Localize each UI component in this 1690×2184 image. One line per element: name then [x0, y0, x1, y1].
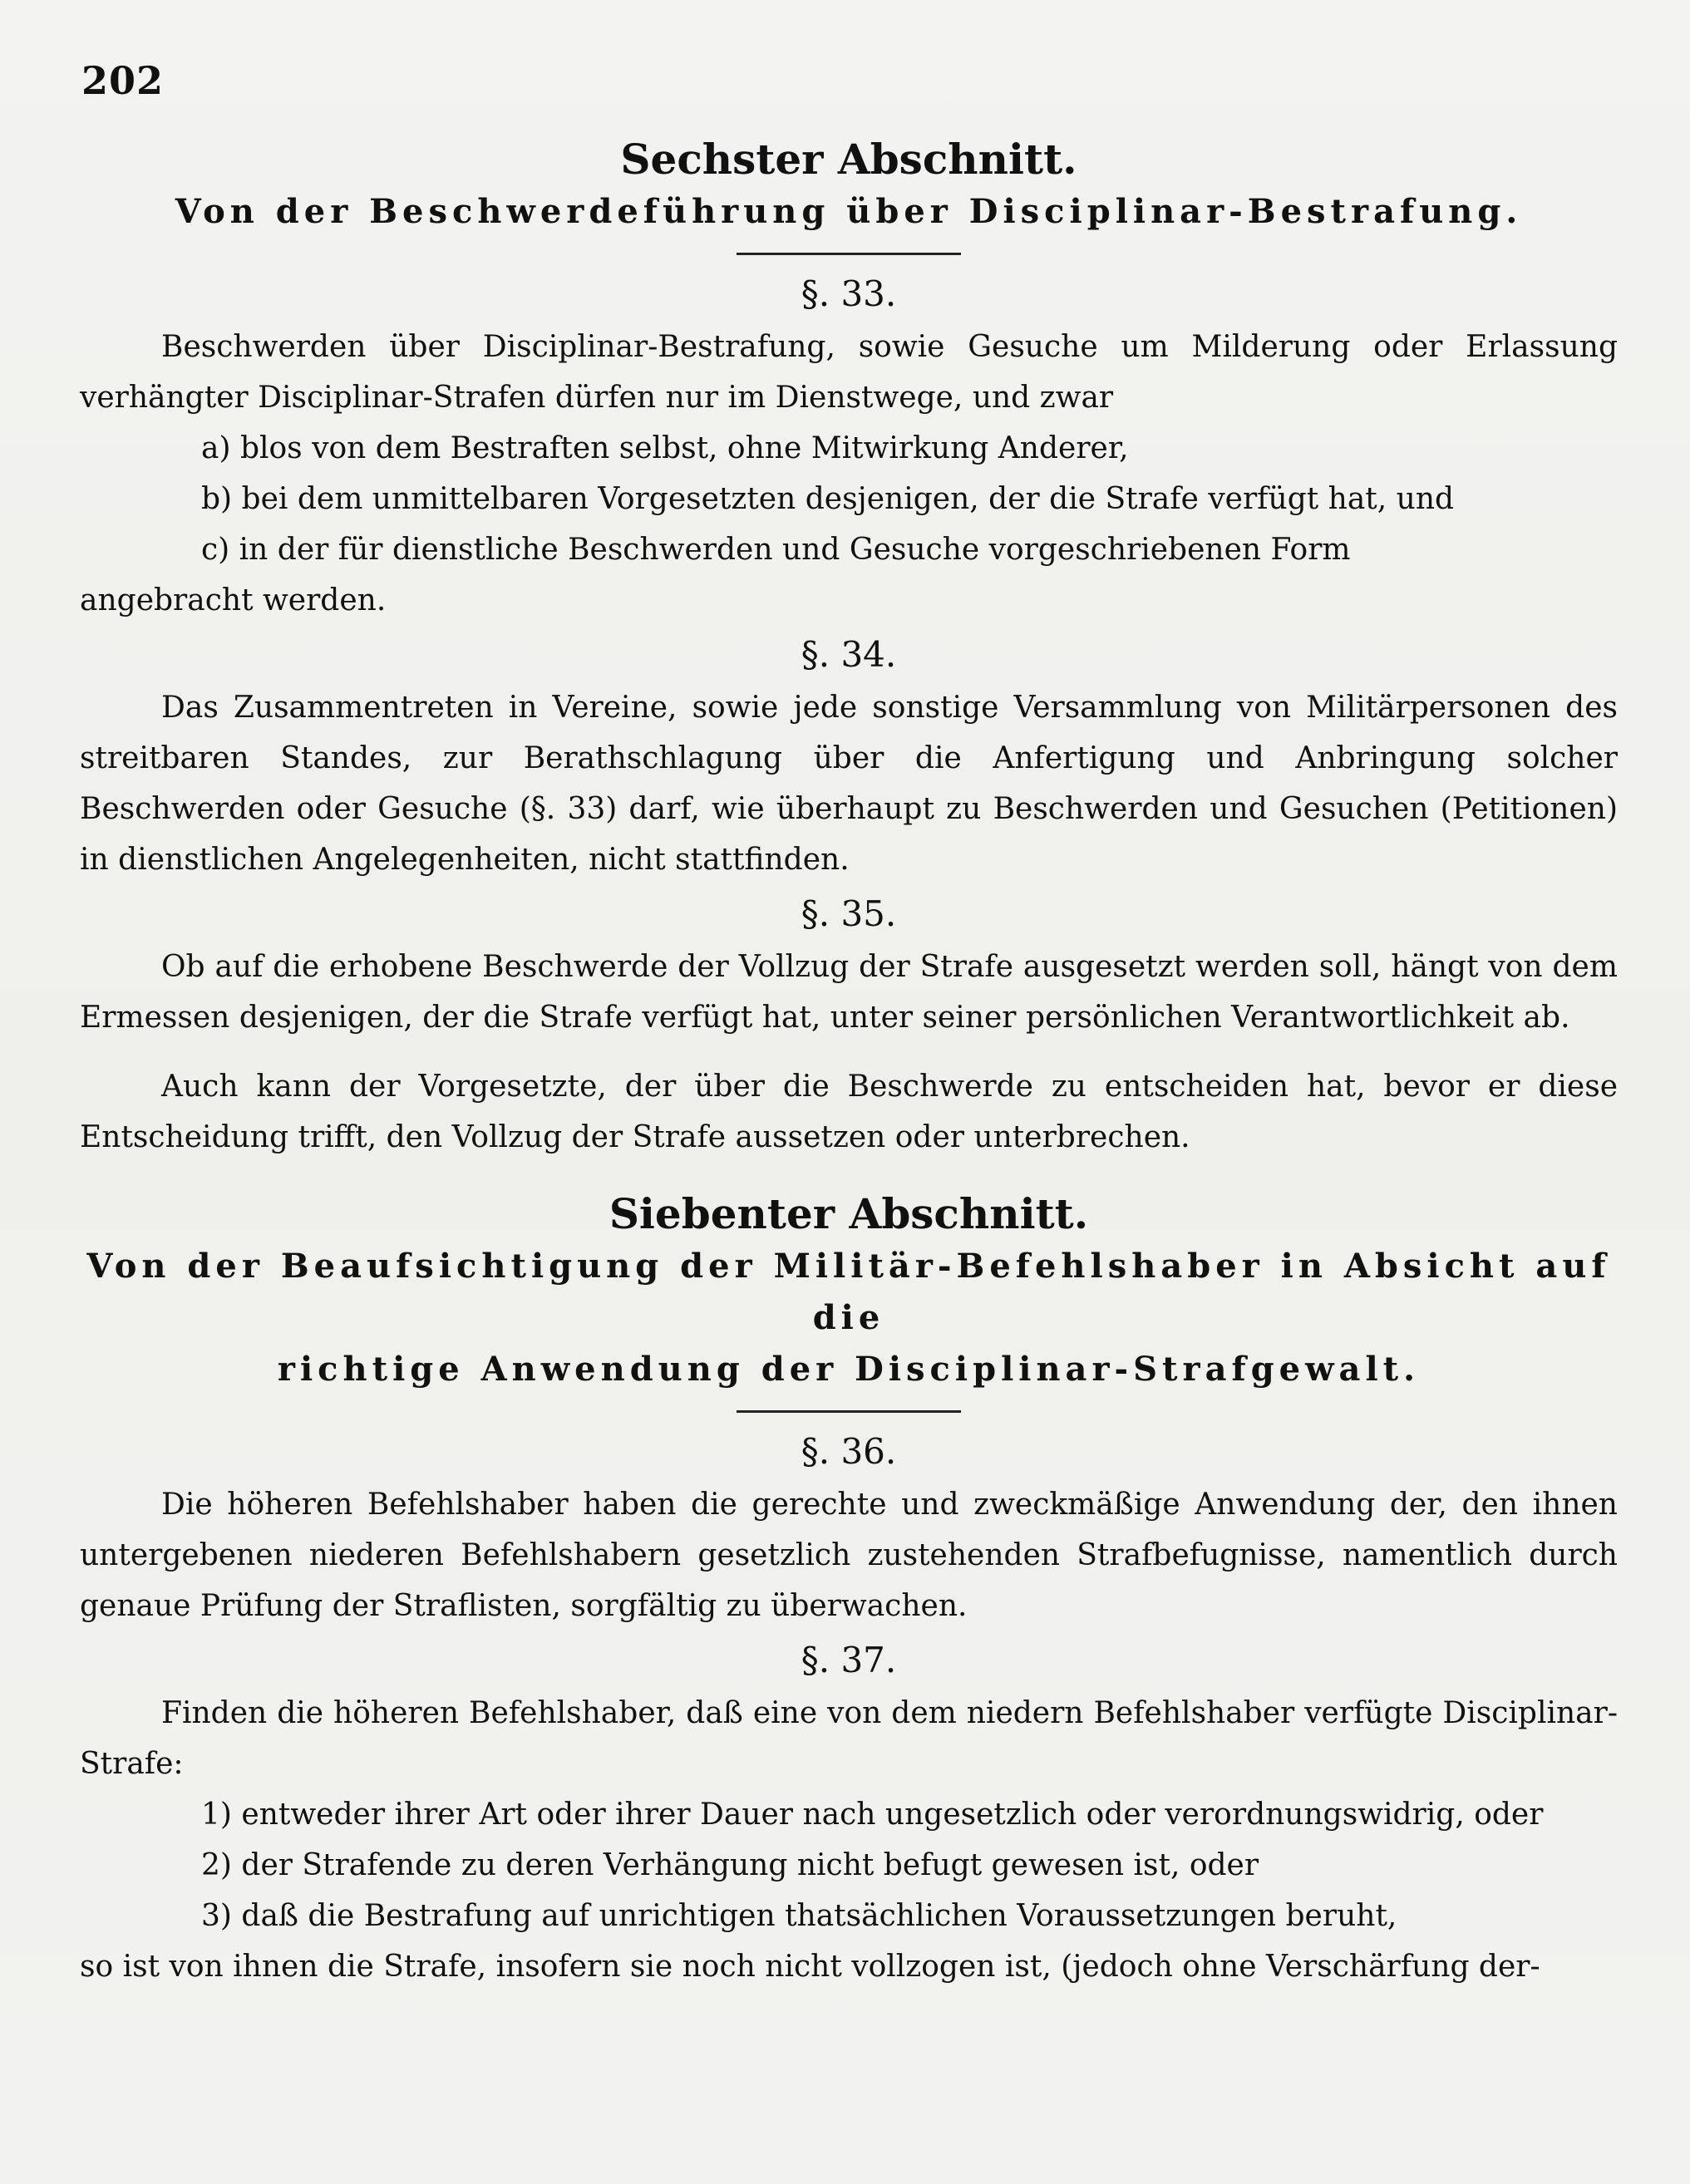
paragraph-33 — [80, 270, 1618, 626]
paragraph-36 — [80, 1428, 1618, 1631]
paragraph-37 — [80, 1636, 1618, 1992]
paragraph-number: §. 37. — [801, 1640, 897, 1680]
section-six — [80, 133, 1618, 1163]
paragraph-number: §. 36. — [801, 1431, 897, 1472]
list-item: 1) entweder ihrer Art oder ihrer Dauer nach ungesetzlich oder verordnungswidrig, oder — [201, 1798, 1544, 1832]
paragraph-number: §. 33. — [801, 273, 897, 314]
paragraph-text: Das Zusammentreten in Vereine, sowie jede sonstige Versammlung von Militärpersonen des streitbaren Standes, zur Berathschlagung über die Anfertigung und Anbringung solcher Beschwerden oder Gesuche (§. 33) darf, wie überhaupt zu Beschwerden und Gesuchen (Petitionen) in dienstlichen Angelegenheiten, nicht stattfinden. — [80, 691, 1618, 877]
page-number: 202 — [81, 58, 165, 103]
paragraph-number: §. 34. — [801, 634, 897, 675]
page-content — [80, 133, 1618, 1992]
paragraph-text: Die höheren Befehlshaber haben die gerechte und zweckmäßige Anwendung der, den ihnen untergebenen niederen Befehlshabern gesetzlich zustehenden Strafbefugnisse, namentlich durch genaue Prüfung der Straflisten, sorgfältig zu überwachen. — [80, 1488, 1618, 1623]
list-item: a) blos von dem Bestraften selbst, ohne Mitwirkung Anderer, — [201, 431, 1129, 465]
paragraph-text: Ob auf die erhobene Beschwerde der Vollzug der Strafe ausgesetzt werden soll, hängt von dem Ermessen desjenigen, der die Strafe verfügt hat, unter seiner persönlichen Verantwortlichkeit ab. — [80, 950, 1618, 1035]
section-subtitle-line: Von der Beaufsichtigung der Militär-Befehlshaber in Absicht auf die — [86, 1247, 1611, 1337]
paragraph-text: so ist von ihnen die Strafe, insofern sie noch nicht vollzogen ist, (jedoch ohne Verschärfung der- — [80, 1950, 1540, 1984]
list-item: c) in der für dienstliche Beschwerden und Gesuche vorgeschriebenen Form — [201, 533, 1351, 567]
paragraph-text: angebracht werden. — [80, 583, 387, 617]
divider — [737, 253, 961, 255]
section-title: Sechster Abschnitt. — [620, 135, 1077, 184]
paragraph-text: Finden die höheren Befehlshaber, daß eine von dem niedern Befehlshaber verfügte Disciplinar-Strafe: — [80, 1696, 1618, 1781]
list-item: b) bei dem unmittelbaren Vorgesetzten desjenigen, der die Strafe verfügt hat, und — [201, 482, 1455, 516]
section-seven — [80, 1188, 1618, 1992]
paragraph-35 — [80, 890, 1618, 1163]
paragraph-text: Beschwerden über Disciplinar-Bestrafung, sowie Gesuche um Milderung oder Erlassung verhängter Disciplinar-Strafen dürfen nur im Dienstwege, und zwar — [80, 330, 1618, 415]
section-title: Siebenter Abschnitt. — [608, 1189, 1089, 1238]
paragraph-34 — [80, 631, 1618, 885]
paragraph-number: §. 35. — [801, 893, 897, 934]
list-item: 2) der Strafende zu deren Verhängung nicht befugt gewesen ist, oder — [201, 1848, 1259, 1882]
paragraph-text: Auch kann der Vorgesetzte, der über die Beschwerde zu entscheiden hat, bevor er diese Entscheidung trifft, den Vollzug der Strafe aussetzen oder unterbrechen. — [80, 1070, 1618, 1154]
list-item: 3) daß die Bestrafung auf unrichtigen thatsächlichen Voraussetzungen beruht, — [201, 1899, 1397, 1933]
section-subtitle: Von der Beschwerdeführung über Disciplinar-Bestrafung. — [175, 192, 1523, 231]
divider — [737, 1410, 961, 1413]
section-subtitle-line: richtige Anwendung der Disciplinar-Strafgewalt. — [277, 1350, 1421, 1389]
